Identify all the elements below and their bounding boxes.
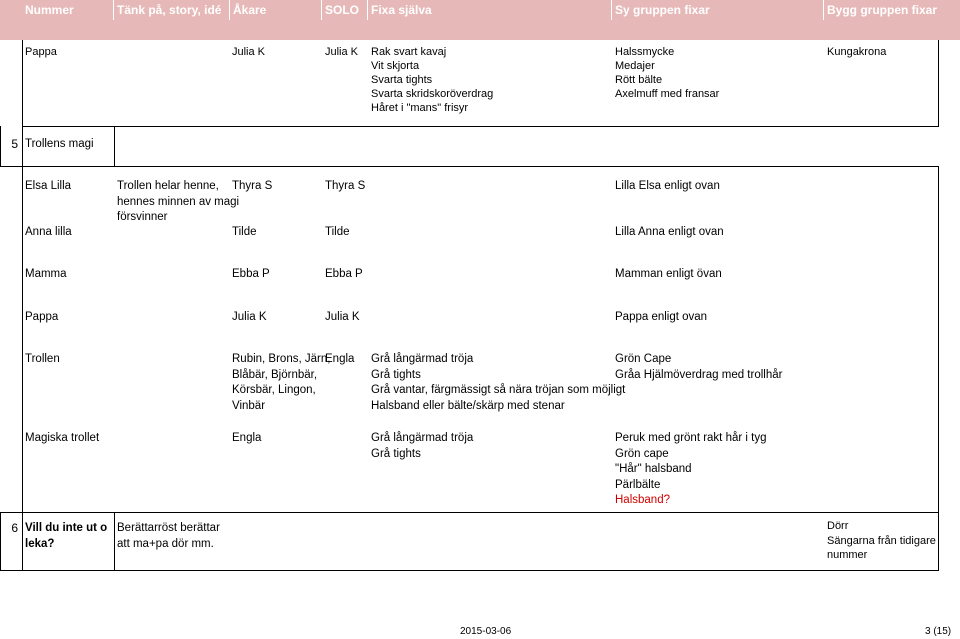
section-6-title: Vill du inte ut o leka? xyxy=(25,522,108,550)
magiska-name: Magiska trollet xyxy=(25,432,100,444)
row-line xyxy=(0,166,939,167)
elsa-sy-gruppen: Lilla Elsa enligt ovan xyxy=(615,180,720,192)
section-6-number: 6 xyxy=(11,521,18,535)
pappa2-sy-gruppen: Pappa enligt ovan xyxy=(615,311,708,323)
trollen-sy-gruppen: Grön Cape Gråa Hjälmöverdrag med trollhår xyxy=(615,353,783,381)
header-story: Tänk på, story, idé xyxy=(114,0,230,20)
anna-name: Anna lilla xyxy=(25,226,72,238)
pappa2-solo: Julia K xyxy=(325,311,360,323)
pappa-bygg-gruppen: Kungakrona xyxy=(827,46,887,58)
mamma-name: Mamma xyxy=(25,268,67,280)
anna-solo: Tilde xyxy=(325,226,350,238)
section-line xyxy=(114,512,115,571)
header-band xyxy=(0,20,960,40)
trollen-name: Trollen xyxy=(25,353,60,365)
pappa-name: Pappa xyxy=(25,46,57,58)
right-border xyxy=(938,40,939,126)
section-line xyxy=(114,126,115,166)
magiska-halsband-question: Halsband? xyxy=(615,494,670,506)
mamma-sy-gruppen: Mamman enligt övan xyxy=(615,268,722,280)
header-fixa-sjalva: Fixa själva xyxy=(368,0,612,20)
magiska-fixa-sjalva: Grå långärmad tröja Grå tights xyxy=(371,432,474,460)
footer-date: 2015-03-06 xyxy=(460,626,512,637)
section-6-bygg-gruppen: Dörr Sängarna från tidigare nummer xyxy=(827,520,936,561)
number-column-line xyxy=(0,126,1,166)
left-border xyxy=(22,126,23,571)
header-akare: Åkare xyxy=(230,0,322,20)
header-solo: SOLO xyxy=(322,0,368,20)
trollen-solo: Engla xyxy=(325,353,355,365)
header-sy-gruppen: Sy gruppen fixar xyxy=(612,0,824,20)
elsa-solo: Thyra S xyxy=(325,180,366,192)
right-border xyxy=(938,166,939,571)
elsa-name: Elsa Lilla xyxy=(25,180,72,192)
row-line xyxy=(22,126,939,127)
left-border xyxy=(22,40,23,126)
header-bygg-gruppen: Bygg gruppen fixar xyxy=(827,3,938,17)
pappa-sy-gruppen: Halssmycke Medajer Rött bälte Axelmuff med fransar xyxy=(615,46,720,100)
pappa2-name: Pappa xyxy=(25,311,59,323)
elsa-akare: Thyra S xyxy=(232,180,273,192)
magiska-akare: Engla xyxy=(232,432,262,444)
footer-page: 3 (15) xyxy=(925,626,952,637)
magiska-sy-gruppen: Peruk med grönt rakt hår i tyg Grön cape "Hår" halsband Pärlbälte xyxy=(615,432,767,491)
anna-akare: Tilde xyxy=(232,226,257,238)
pappa-fixa-sjalva: Rak svart kavaj Vit skjorta Svarta tights Svarta skridskoröverdrag Håret i "mans" frisyr xyxy=(371,46,494,114)
row-line xyxy=(0,512,939,513)
trollen-akare: Rubin, Brons, Järn, Blåbär, Björnbär, Körsbär, Lingon, Vinbär xyxy=(232,353,331,412)
trollen-fixa-sjalva: Grå långärmad tröja Grå tights Grå vantar, färgmässigt så nära tröjan som möjligt Halsband eller bälte/skärp med stenar xyxy=(371,353,626,412)
row-line xyxy=(0,570,939,571)
number-column-line xyxy=(0,512,1,571)
pappa2-akare: Julia K xyxy=(232,311,267,323)
mamma-solo: Ebba P xyxy=(325,268,363,280)
pappa-solo: Julia K xyxy=(325,46,359,58)
section-6-story: Berättarröst berättar att ma+pa dör mm. xyxy=(117,522,220,550)
mamma-akare: Ebba P xyxy=(232,268,270,280)
section-5-title: Trollens magi xyxy=(25,138,94,150)
header-nummer: Nummer xyxy=(22,0,114,20)
section-5-number: 5 xyxy=(11,137,18,151)
pappa-akare: Julia K xyxy=(232,46,266,58)
anna-sy-gruppen: Lilla Anna enligt ovan xyxy=(615,226,724,238)
elsa-story: Trollen helar henne, hennes minnen av magi försvinner xyxy=(117,180,240,223)
